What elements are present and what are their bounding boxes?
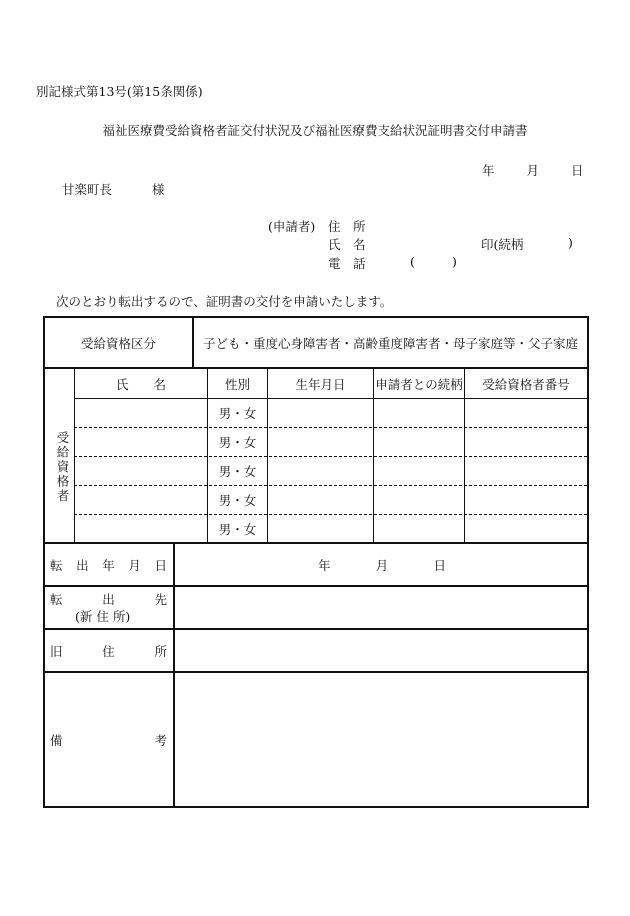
header-relation: 申請者との続柄 — [375, 376, 463, 392]
seal-label: 印(続柄 — [481, 237, 524, 252]
old-address-field[interactable] — [175, 630, 587, 671]
applicant-label: (申請者) — [268, 219, 316, 234]
moveout-date-label: 転 出 年 月 日 — [50, 557, 167, 573]
phone-paren-open: ( — [410, 254, 415, 269]
header-birthdate: 生年月日 — [295, 376, 346, 392]
addressee — [62, 180, 165, 198]
sex-option[interactable]: 男・女 — [218, 406, 257, 421]
old-address-label: 旧 住 所 — [50, 643, 167, 659]
addressee-suffix: 様 — [152, 182, 165, 197]
date-year-label: 年 — [482, 163, 495, 178]
category-label: 受給資格区分 — [80, 335, 156, 351]
destination-label: 転 出 先 — [50, 592, 167, 607]
address-label: 住 所 — [328, 219, 366, 234]
sex-option[interactable]: 男・女 — [218, 464, 257, 479]
addressee-name: 甘楽町長 — [62, 182, 113, 197]
seal-close: ) — [568, 235, 573, 250]
intro-text: 次のとおり転出するので、証明書の交付を申請いたします。 — [56, 294, 393, 309]
date-month-label: 月 — [526, 163, 540, 178]
remarks-label: 備 考 — [50, 732, 167, 748]
name-label: 氏 名 — [328, 237, 366, 252]
document-title: 福祉医療費受給資格者証交付状況及び福祉医療費支給状況証明書交付申請書 — [102, 123, 528, 138]
category-options[interactable]: 子ども・重度心身障害者・高齢重度障害者・母子家庭等・父子家庭 — [202, 335, 578, 351]
sex-option[interactable]: 男・女 — [218, 493, 257, 508]
remarks-field[interactable] — [175, 673, 587, 806]
application-date[interactable] — [482, 161, 584, 179]
phone-paren-close: ) — [452, 254, 457, 269]
date-day-label: 日 — [571, 163, 584, 178]
phone-label: 電 話 — [328, 256, 366, 271]
sex-option[interactable]: 男・女 — [218, 435, 257, 450]
header-recipient-number: 受給資格者番号 — [482, 376, 570, 392]
header-name: 氏 名 — [115, 376, 166, 392]
destination-field[interactable] — [175, 587, 587, 628]
recipients-side-label: 受給資格者 — [55, 431, 70, 504]
applicant-block — [0, 217, 630, 277]
sex-option[interactable]: 男・女 — [218, 521, 257, 537]
header-sex: 性別 — [224, 376, 250, 392]
form-number: 別記様式第13号(第15条関係) — [36, 84, 203, 99]
category-table — [43, 316, 589, 369]
destination-sub-label: (新 住 所) — [75, 609, 131, 624]
recipients-table — [43, 367, 589, 544]
moveout-date-value[interactable]: 年 月 日 — [318, 557, 446, 573]
moveout-table — [43, 542, 589, 808]
